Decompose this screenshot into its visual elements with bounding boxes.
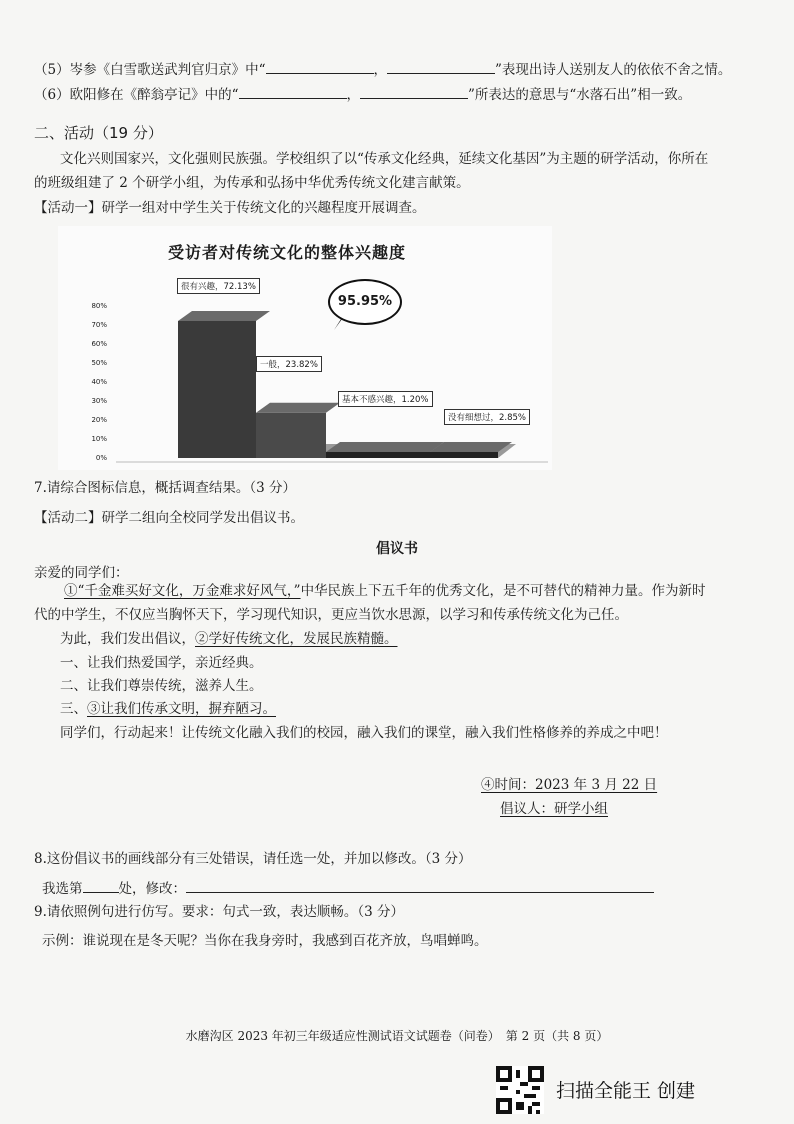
letter-item-2: 二、让我们尊崇传统，滋养人生。	[60, 678, 263, 694]
area-segment-top	[326, 442, 444, 452]
area-segment-4	[430, 452, 498, 458]
underlined-part-2: ②学好传统文化，发展民族精髓。	[195, 631, 398, 647]
y-tick-label: 20%	[91, 416, 107, 424]
y-tick-label: 30%	[91, 397, 107, 405]
letter-paragraph-2: 为此，我们发出倡议，②学好传统文化，发展民族精髓。	[60, 631, 398, 647]
answer-blank[interactable]	[239, 85, 347, 99]
answer-blank[interactable]	[360, 85, 468, 99]
question-7: 7.请综合图标信息，概括调查结果。（3 分）	[34, 480, 297, 496]
question-8: 8.这份倡议书的画线部分有三处错误，请任选一处，并加以修改。（3 分）	[34, 851, 472, 867]
letter-item-3: 三、③让我们传承文明，摒弃陋习。	[60, 701, 276, 717]
example-sentence: 示例：谁说现在是冬天呢？当你在我身旁时，我感到百花齐放，鸟唱蝉鸣。	[42, 933, 488, 949]
question-6: （6）欧阳修在《醉翁亭记》中的“ ， ”所表达的意思与“水落石出”相一致。	[34, 87, 692, 103]
scanner-brand: 扫描全能王 创建	[556, 1080, 696, 1102]
letter-paragraph-1-cont: 代的中学生，不仅应当胸怀天下，学习现代知识，更应当饮水思源，以学习和传承传统文化为己任。	[34, 607, 628, 623]
y-tick-label: 60%	[91, 340, 107, 348]
data-label: 一般，23.82%	[256, 356, 322, 372]
answer-blank[interactable]	[83, 879, 119, 893]
qr-code-icon	[496, 1066, 544, 1114]
data-label: 很有兴趣，72.13%	[177, 278, 260, 294]
intro-line-1: 文化兴则国家兴，文化强则民族强。学校组织了以“传承文化经典，延续文化基因”为主题的研学活动，你所在	[60, 151, 709, 167]
area-segment-1	[178, 321, 256, 458]
question-8-answer: 我选第 处，修改：	[42, 879, 654, 898]
y-tick-label: 80%	[91, 302, 107, 310]
page-footer: 水磨沟区 2023 年初三年级适应性测试语文试题卷（问卷） 第 2 页（共 8 页）	[185, 1029, 609, 1043]
y-tick-label: 50%	[91, 359, 107, 367]
question-5: （5）岑参《白雪歌送武判官归京》中“ ， ”表现出诗人送别友人的依依不舍之情。	[34, 62, 732, 78]
y-tick-label: 40%	[91, 378, 107, 386]
answer-blank[interactable]	[387, 60, 495, 74]
underlined-part-1: ①“千金难买好文化，万金难求好风气，”	[64, 583, 301, 599]
letter-item-1: 一、让我们热爱国学，亲近经典。	[60, 655, 263, 671]
interest-chart	[58, 226, 552, 470]
y-tick-label: 0%	[95, 454, 107, 462]
area-segment-top	[178, 311, 270, 321]
letter-title: 倡议书	[376, 541, 418, 557]
underlined-part-3: ③让我们传承文明，摒弃陋习。	[87, 701, 276, 717]
section-heading: 二、活动（19 分）	[34, 124, 163, 142]
area-segment-top	[256, 403, 340, 413]
answer-blank[interactable]	[266, 60, 374, 74]
chart-title: 受访者对传统文化的整体兴趣度	[168, 243, 407, 262]
letter-greeting: 亲爱的同学们：	[34, 565, 129, 581]
letter-signer: 倡议人：研学小组	[500, 801, 608, 817]
area-segment-2	[256, 413, 326, 458]
y-tick-label: 70%	[91, 321, 107, 329]
data-label: 基本不感兴趣，1.20%	[338, 391, 433, 407]
data-label: 没有细想过，2.85%	[444, 409, 530, 425]
area-segment-3	[326, 452, 430, 458]
intro-line-2: 的班级组建了 2 个研学小组，为传承和弘扬中华优秀传统文化建言献策。	[34, 175, 470, 191]
area-segment-top	[430, 442, 512, 452]
letter-paragraph-1: ①“千金难买好文化，万金难求好风气，”中华民族上下五千年的优秀文化，是不可替代的精神力量。作为新时	[64, 583, 706, 599]
letter-date: ④时间：2023 年 3 月 22 日	[481, 777, 658, 793]
letter-closing: 同学们，行动起来！让传统文化融入我们的校园，融入我们的课堂，融入我们性格修养的养成之中吧！	[60, 725, 668, 741]
question-9: 9.请依照例句进行仿写。要求：句式一致，表达顺畅。（3 分）	[34, 904, 405, 920]
activity-1-heading: 【活动一】研学一组对中学生关于传统文化的兴趣程度开展调查。	[34, 200, 426, 216]
answer-blank[interactable]	[186, 879, 654, 893]
y-tick-label: 10%	[91, 435, 107, 443]
callout-bubble: 95.95%	[328, 279, 402, 325]
activity-2-heading: 【活动二】研学二组向全校同学发出倡议书。	[34, 510, 304, 526]
